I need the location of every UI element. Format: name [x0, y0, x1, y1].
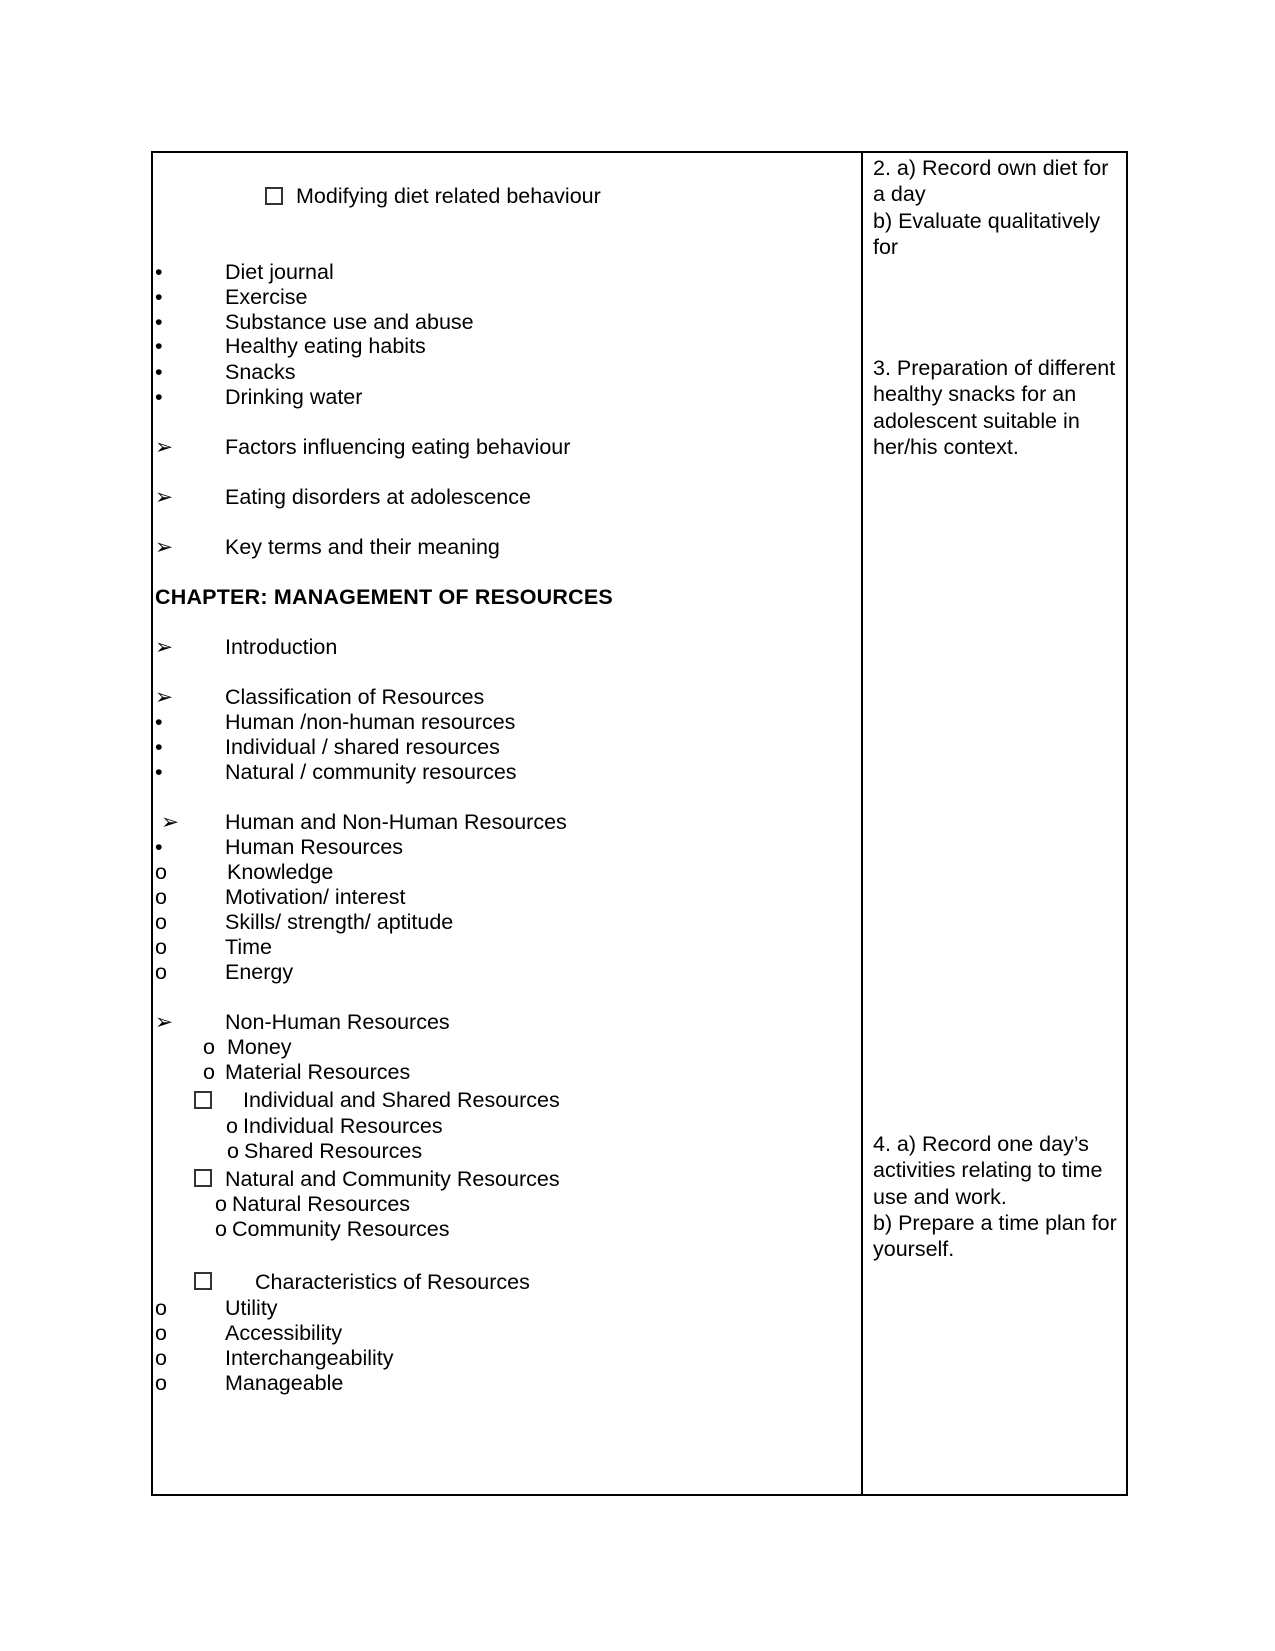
content-table	[151, 151, 1128, 1496]
list-item: Shared Resources	[244, 1139, 423, 1163]
list-item: Individual Resources	[243, 1114, 443, 1138]
checkbox-icon	[194, 1272, 212, 1290]
arrow-icon: ➢	[161, 810, 180, 834]
bullet-icon: •	[155, 760, 163, 784]
list-item: Individual / shared resources	[225, 735, 500, 759]
list-item: Substance use and abuse	[225, 310, 474, 334]
introduction-heading: Introduction	[225, 635, 338, 659]
list-item: Time	[225, 935, 272, 959]
circle-bullet-icon: o	[215, 1217, 227, 1241]
circle-bullet-icon: o	[155, 860, 167, 884]
bullet-icon: •	[155, 735, 163, 759]
activity-2: 2. a) Record own diet for a day b) Evaluate qualitatively for	[873, 156, 1109, 259]
classification-heading: Classification of Resources	[225, 685, 485, 709]
list-item: Natural Resources	[232, 1192, 411, 1216]
key-terms-heading: Key terms and their meaning	[225, 535, 500, 559]
list-item: Accessibility	[225, 1321, 343, 1345]
arrow-icon: ➢	[155, 1010, 174, 1034]
list-item: Exercise	[225, 285, 308, 309]
bullet-icon: •	[155, 310, 163, 334]
checkbox-icon	[194, 1091, 212, 1109]
circle-bullet-icon: o	[155, 910, 167, 934]
individual-shared-heading: Individual and Shared Resources	[243, 1088, 560, 1112]
circle-bullet-icon: o	[155, 1346, 167, 1370]
bullet-icon: •	[155, 285, 163, 309]
list-item: Money	[227, 1035, 292, 1059]
circle-bullet-icon: o	[155, 935, 167, 959]
activity-4: 4. a) Record one day’s activities relating to time use and work. b) Prepare a time plan for yourself.	[873, 1132, 1117, 1262]
circle-bullet-icon: o	[203, 1060, 215, 1084]
bullet-icon: •	[155, 334, 163, 358]
arrow-icon: ➢	[155, 685, 174, 709]
circle-bullet-icon: o	[155, 1296, 167, 1320]
list-item: Snacks	[225, 360, 296, 384]
bullet-icon: •	[155, 835, 163, 859]
human-resources-label: Human Resources	[225, 835, 404, 859]
activity-3: 3. Preparation of different healthy snacks for an adolescent suitable in her/his context.	[873, 356, 1116, 459]
column-divider	[861, 153, 863, 1494]
list-item: Diet journal	[225, 260, 334, 284]
list-item: Human /non-human resources	[225, 710, 516, 734]
checkbox-icon	[265, 187, 283, 205]
list-item: Motivation/ interest	[225, 885, 406, 909]
arrow-icon: ➢	[155, 635, 174, 659]
list-item: Interchangeability	[225, 1346, 394, 1370]
bullet-icon: •	[155, 260, 163, 284]
list-item: Manageable	[225, 1371, 344, 1395]
list-item: Energy	[225, 960, 294, 984]
bullet-icon: •	[155, 385, 163, 409]
list-item: Skills/ strength/ aptitude	[225, 910, 454, 934]
list-item: Material Resources	[225, 1060, 411, 1084]
chapter-heading: CHAPTER: MANAGEMENT OF RESOURCES	[155, 585, 613, 609]
bullet-icon: •	[155, 360, 163, 384]
circle-bullet-icon: o	[155, 1371, 167, 1395]
human-nonhuman-heading: Human and Non-Human Resources	[225, 810, 567, 834]
circle-bullet-icon: o	[227, 1139, 239, 1163]
modifying-heading: Modifying diet related behaviour	[296, 184, 601, 208]
bullet-icon: •	[155, 710, 163, 734]
checkbox-icon	[194, 1169, 212, 1187]
circle-bullet-icon: o	[155, 885, 167, 909]
natural-community-heading: Natural and Community Resources	[225, 1167, 560, 1191]
circle-bullet-icon: o	[155, 960, 167, 984]
arrow-icon: ➢	[155, 435, 174, 459]
list-item: Drinking water	[225, 385, 363, 409]
list-item: Healthy eating habits	[225, 334, 426, 358]
non-human-heading: Non-Human Resources	[225, 1010, 450, 1034]
eating-disorders-heading: Eating disorders at adolescence	[225, 485, 531, 509]
arrow-icon: ➢	[155, 485, 174, 509]
arrow-icon: ➢	[155, 535, 174, 559]
characteristics-heading: Characteristics of Resources	[255, 1270, 530, 1294]
factors-heading: Factors influencing eating behaviour	[225, 435, 571, 459]
list-item: Community Resources	[232, 1217, 450, 1241]
circle-bullet-icon: o	[215, 1192, 227, 1216]
circle-bullet-icon: o	[155, 1321, 167, 1345]
list-item: Knowledge	[227, 860, 334, 884]
circle-bullet-icon: o	[226, 1114, 238, 1138]
list-item: Natural / community resources	[225, 760, 517, 784]
circle-bullet-icon: o	[203, 1035, 215, 1059]
list-item: Utility	[225, 1296, 278, 1320]
